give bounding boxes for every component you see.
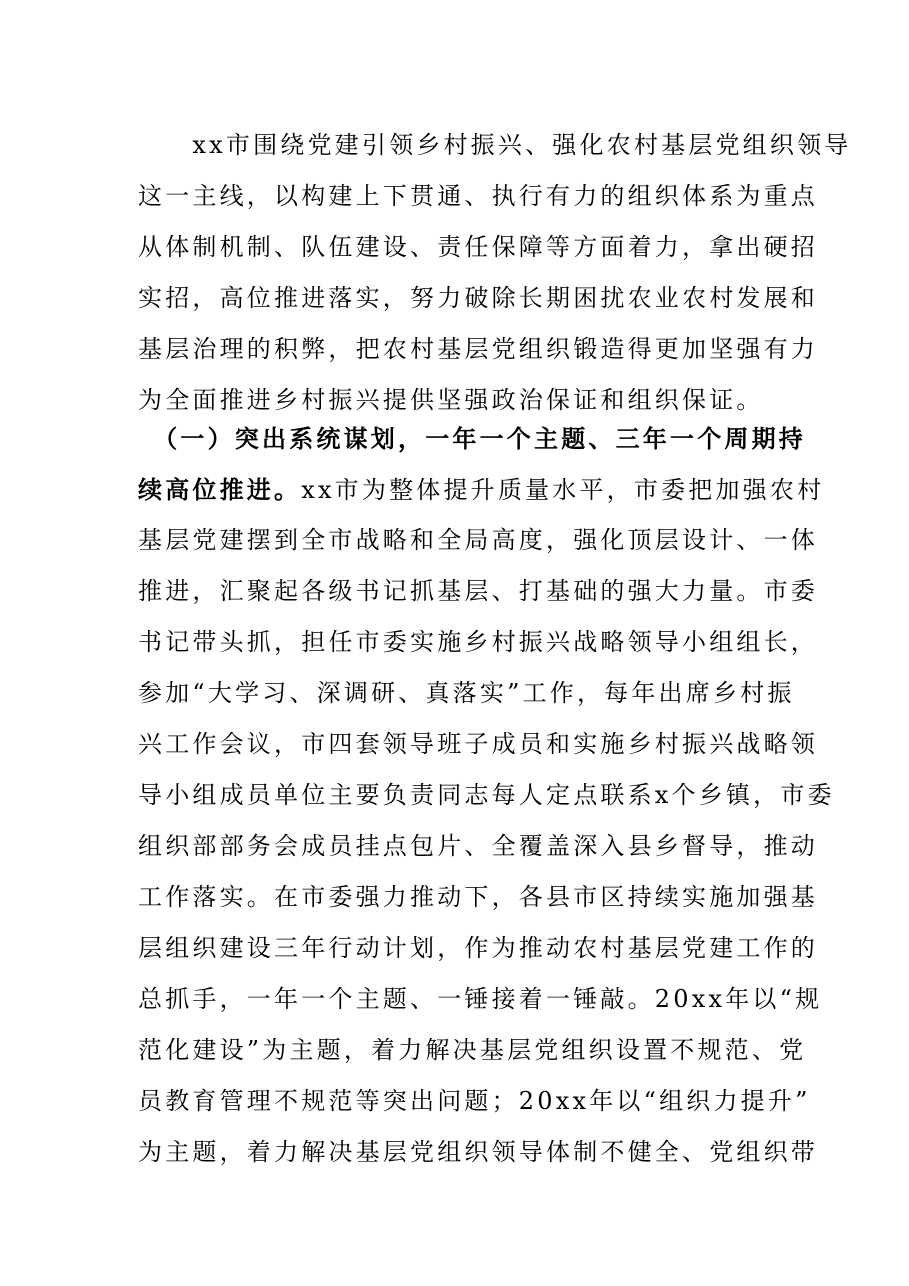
paragraph-line: 基层治理的积弊，把农村基层党组织锻造得更加坚强有力: [138, 335, 818, 363]
paragraph-line: 总抓手，一年一个主题、一锤接着一锤敲。20xx年以“规: [138, 985, 823, 1013]
paragraph-line: 为全面推进乡村振兴提供坚强政治保证和组织保证。: [138, 386, 764, 414]
paragraph-line: 从体制机制、队伍建设、责任保障等方面着力，拿出硬招: [138, 233, 818, 261]
paragraph-line: 兴工作会议，市四套领导班子成员和实施乡村振兴战略领: [138, 730, 818, 758]
paragraph-line: 书记带头抓，担任市委实施乡村振兴战略领导小组组长，: [138, 628, 818, 656]
paragraph-line: [138, 464, 825, 515]
paragraph-line: 基层党建摆到全市战略和全局高度，强化顶层设计、一体: [138, 526, 818, 554]
paragraph-line: 实招，高位推进落实，努力破除长期困扰农业农村发展和: [138, 284, 818, 312]
paragraph-line: 这一主线，以构建上下贯通、执行有力的组织体系为重点: [138, 182, 818, 210]
paragraph-line: xx市围绕党建引领乡村振兴、强化农村基层党组织领导: [138, 131, 852, 159]
section-heading-line: （一）突出系统谋划，一年一个主题、三年一个周期持: [138, 424, 806, 453]
paragraph-line: 导小组成员单位主要负责同志每人定点联系x个乡镇，市委: [138, 781, 835, 809]
paragraph-line: 为主题，着力解决基层党组织领导体制不健全、党组织带: [138, 1138, 818, 1166]
paragraph-intro: [138, 120, 852, 426]
paragraph-section-1: [138, 413, 835, 1178]
section-heading-tail: 续高位推进。: [138, 475, 302, 504]
paragraph-line: 推进，汇聚起各级书记抓基层、打基础的强大力量。市委: [138, 577, 818, 605]
paragraph-line: 层组织建设三年行动计划，作为推动农村基层党建工作的: [138, 934, 818, 962]
paragraph-line: 工作落实。在市委强力推动下，各县市区持续实施加强基: [138, 883, 818, 911]
paragraph-line: 范化建设”为主题，着力解决基层党组织设置不规范、党: [138, 1036, 807, 1064]
section-text: xx市为整体提升质量水平，市委把加强农村: [301, 476, 825, 504]
paragraph-line: 参加“大学习、深调研、真落实”工作，每年出席乡村振: [138, 679, 795, 707]
paragraph-line: 组织部部务会成员挂点包片、全覆盖深入县乡督导，推动: [138, 832, 818, 860]
paragraph-line: 员教育管理不规范等突出问题；20xx年以“组织力提升”: [138, 1087, 811, 1115]
